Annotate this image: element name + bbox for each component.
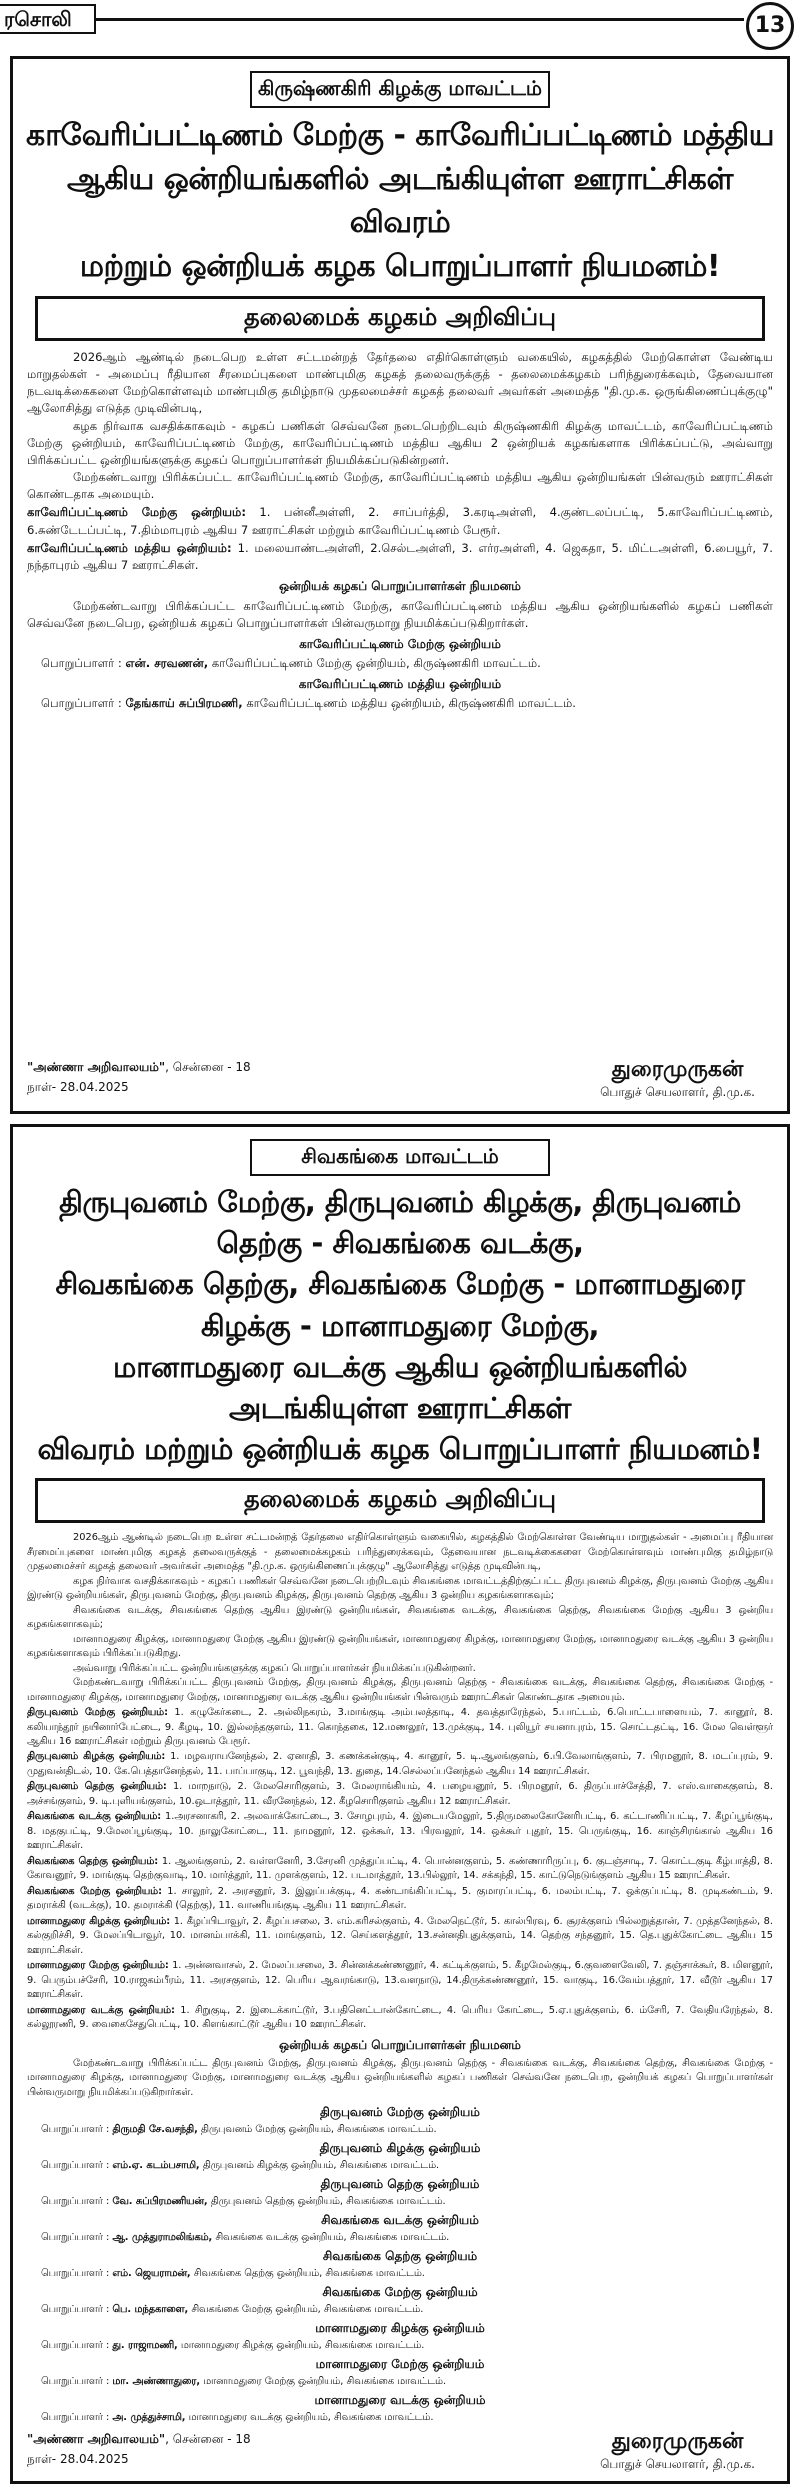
union-entry	[27, 2004, 773, 2033]
union-name: திருபுவனம் கிழக்கு ஒன்றியம்:	[27, 1751, 166, 1763]
union-villages: 1. கழுகேர்கடை, 2. அல்லிநகரம், 3.மாங்குடி அம்பலத்தாடி, 4. தவத்தாரேந்தல், 5.பாட்டம், 6.பொட்டபாளையம், 7. கானூர், 8. கலியாந்தூர் நயினார்பேட்டை, 9. கீழடி, 10. இல்லந்தகுளம், 11. கொந்தகை, 12.மணலூர், 13.முக்குடி, 14. புலியூர் சயனாபுரம், 15. சொட்டதட்டி, 16. மேல வெள்ளூர் ஆகிய 16 ஊராட்சிகள் மற்றும் திருபுவனம் பேரூர்.	[27, 1707, 773, 1747]
signatory-name: துரைமுருகன்	[611, 1057, 744, 1082]
masthead-rule	[96, 18, 744, 21]
union-entry	[27, 1780, 773, 1809]
union-heading: சிவகங்கை வடக்கு ஒன்றியம்	[321, 2213, 479, 2228]
responsible-entry: பொறுப்பாளர் : திருமதி சே.வசந்தி, திருபுவனம் மேற்கு ஒன்றியம், சிவகங்கை மாவட்டம்.	[41, 2124, 437, 2136]
union-heading: மானாமதுரை வடக்கு ஒன்றியம்	[314, 2393, 486, 2408]
headline-line: திருபுவனம் மேற்கு, திருபுவனம் கிழக்கு, திருபுவனம் தெற்கு - சிவகங்கை வடக்கு,	[59, 1185, 741, 1261]
union-name: திருபுவனம் மேற்கு ஒன்றியம்:	[27, 1707, 168, 1719]
responsible-entry: பொறுப்பாளர் : ஆ. முத்துராமலிங்கம், சிவகங்கை வடக்கு ஒன்றியம், சிவகங்கை மாவட்டம்.	[41, 2232, 450, 2244]
responsible-entry: பொறுப்பாளர் : அ. முத்துச்சாமி, மானாமதுரை வடக்கு ஒன்றியம், சிவகங்கை மாவட்டம்.	[41, 2412, 434, 2424]
union-entry	[27, 1885, 773, 1914]
announcement-box-sivagangai	[10, 1124, 790, 2484]
section-heading: ஒன்றியக் கழகப் பொறுப்பாளர்கள் நியமனம்	[279, 2037, 521, 2052]
date: நாள்- 28.04.2025	[27, 2452, 129, 2466]
union-name: காவேரிப்பட்டிணம் மேற்கு ஒன்றியம்:	[27, 505, 246, 520]
headline	[21, 114, 779, 288]
union-villages: 1. கீழப்பிடாவூர், 2. கீழப்பசலை, 3. எம்.கரிசல்குளம், 4. மேலநெட்டூர், 5. கால்பிரவு, 6. சூரக்குளம் பில்லறுத்தான், 7. முத்தனேந்தல், 8. கல்குறிச்சி, 9. மேலப்பிடாவூர், 10. மானம்பாக்கி, 11. மாங்குளம், 12. செய்களத்தூர், 13.சன்னதிபுதுக்குளம், 14. தெற்கு சந்தனூர், 15. தெ.புதுக்கோட்டை ஆகிய 15 ஊராட்சிகள்.	[27, 1915, 773, 1956]
place-date	[27, 1057, 251, 1097]
responsible-name: வே. சுப்பிரமணியன்,	[112, 2196, 208, 2208]
body-paragraph: கழக நிர்வாக வசதிக்காகவும் - கழகப் பணிகள் செவ்வனே நடைபெற்றிடவும் சிவகங்கை மாவட்டத்திற்குட்பட்ட திருபுவனம் கிழக்கு, திருபுவனம் மேற்கு ஆகிய இரண்டு ஒன்றியங்கள், திருபுவனம் மேற்கு, திருபுவனம் கிழக்கு, திருபுவனம் தெற்கு ஆகிய 3 ஒன்றிய கழகங்களாகவும்;	[27, 1575, 773, 1602]
union-entry	[27, 540, 773, 574]
signatory	[600, 2429, 755, 2473]
body-paragraph: அவ்வாறு பிரிக்கப்பட்ட ஒன்றியங்களுக்கு கழகப் பொறுப்பாளர்கள் நியமிக்கப்படுகின்றனர்.	[73, 1662, 476, 1674]
body-paragraph: மேற்கண்டவாறு பிரிக்கப்பட்ட திருபுவனம் மேற்கு, திருபுவனம் கிழக்கு, திருபுவனம் தெற்கு - சிவகங்கை வடக்கு, சிவகங்கை தெற்கு, சிவகங்கை மேற்கு - மானாமதுரை கிழக்கு, மானாமதுரை மேற்கு, மானாமதுரை வடக்கு ஆகிய ஒன்றியங்களில் கழகப் பணிகள் செவ்வனே நடைபெற, ஒன்றியக் கழகப் பொறுப்பாளர்கள் பின்வருமாறு நியமிக்கப்படுகிறார்கள்.	[27, 2057, 773, 2098]
responsible-name: தேங்காய் சுப்பிரமணி,	[125, 696, 243, 711]
responsible-entry: பொறுப்பாளர் : வே. சுப்பிரமணியன், திருபுவனம் தெற்கு ஒன்றியம், சிவகங்கை மாவட்டம்.	[41, 2196, 446, 2208]
union-name: மானாமதுரை வடக்கு ஒன்றியம்:	[27, 2004, 175, 2016]
body-paragraph: மேற்கண்டவாறு பிரிக்கப்பட்ட காவேரிப்பட்டிணம் மேற்கு, காவேரிப்பட்டிணம் மத்திய ஆகிய ஒன்றியங்களில் கழகப் பணிகள் செவ்வனே நடைபெற, ஒன்றியக் கழகப் பொறுப்பாளர்கள் பின்வருமாறு நியமிக்கப்படுகிறார்கள்.	[27, 599, 773, 631]
union-villages: 1. அன்னவாசல், 2. மேலப்பசலை, 3. சின்னக்கண்ணனூர், 4. கட்டிக்குளம், 5. கீழமேல்குடி, 6.குவளைவேலி, 7. தஞ்சாக்கூர், 8. மிளனூர், 9. பெரும்பச்சேரி, 10.ராஜகம்பீரம், 11. அரசகுளம், 12. பெரிய ஆவரங்காடு, 13.வளநாடு, 14.திருக்கண்ணனூர், 15. வாகுடி, 16.வேம்பத்தூர், 17. வீடூர் ஆகிய 17 ஊராட்சிகள்.	[27, 1960, 773, 2001]
place-name: "அண்ணா அறிவாலயம்"	[27, 1060, 166, 1074]
intro-paragraph: 2026ஆம் ஆண்டில் நடைபெற உள்ள சட்டமன்றத் தேர்தலை எதிர்கொள்ளும் வகையில், கழகத்தில் மேற்கொள்ள வேண்டிய மாறுதல்கள் - அமைப்பு ரீதியான சீரமைப்புகளை மாண்புமிகு கழகத் தலைவருக்குத் - தலைமைக்கழகம் பரிந்துரைக்கவும், தேவையான நடவடிக்கைகளை மேற்கொள்ளவும் மாண்புமிகு தமிழ்நாடு முதலமைச்சர் கழகத் தலைவர் அவர்கள் அமைத்த "தி.மு.க. ஒருங்கிணைப்புக்குழு" ஆலோசித்து எடுத்த முடிவின்படி,	[27, 1532, 773, 1573]
responsible-name: எம். ஜெயராமன்,	[112, 2268, 191, 2280]
responsible-entry: பொறுப்பாளர் : எம். ஜெயராமன், சிவகங்கை தெற்கு ஒன்றியம், சிவகங்கை மாவட்டம்.	[41, 2268, 425, 2280]
union-entry	[27, 1810, 773, 1853]
responsible-name: அ. முத்துச்சாமி,	[112, 2412, 186, 2424]
headline-line: காவேரிப்பட்டிணம் மேற்கு - காவேரிப்பட்டிணம் மத்திய	[26, 118, 774, 153]
union-villages: 1. மலையாண்டஅள்ளி, 2.செல்டஅள்ளி, 3. எர்ரஅள்ளி, 4. ஜெகதா, 5. மிட்டஅள்ளி, 6.பையூர், 7. நந்தாபுரம் ஆகிய 7 ஊராட்சிகள்.	[27, 540, 773, 572]
responsible-entry: பொறுப்பாளர் : என். சரவணன், காவேரிப்பட்டிணம் மேற்கு ஒன்றியம், கிருஷ்ணகிரி மாவட்டம்.	[41, 656, 541, 671]
union-entry	[27, 504, 773, 538]
union-villages: 1. மாறநாடு, 2. மேலசொரிகுளம், 3. மேலராங்கியம், 4. பழையனூர், 5. பிரமனூர், 6. திருப்பாச்சேத்தி, 7. எஸ்.வாகைகுளம், 8. அச்சங்குளம், 9. டி.புளியங்குளம், 10.ஒடாத்தூர், 11. வீரனேந்தல், 12. கீழசொரிகுளம் ஆகிய 12 ஊராட்சிகள்.	[27, 1781, 773, 1807]
union-name: மானாமதுரை கிழக்கு ஒன்றியம்:	[27, 1915, 171, 1927]
signatory-name: துரைமுருகன்	[611, 2429, 744, 2454]
body-paragraph: சிவகங்கை வடக்கு, சிவகங்கை தெற்கு ஆகிய இரண்டு ஒன்றியங்கள், சிவகங்கை வடக்கு, சிவகங்கை தெற்கு, சிவகங்கை மேற்கு ஆகிய 3 ஒன்றிய கழகங்களாகவும்;	[27, 1604, 773, 1631]
union-villages: 1.அரசனாகரி, 2. அலவாக்கோட்டை, 3. சோழபுரம், 4. இடையமேலூர், 5.திருமலைகோனேரிபட்டி, 6. கட்டாணிப்பட்டி, 7. கீழப்பூங்குடி, 8. மதகுபட்டி, 9.மேலப்பூங்குடி, 10. நாலுகோட்டை, 11. நாமனூர், 12. ஒக்கூர், 13. பிரவலூர், 14. ஒக்கூர் புதூர், 15. பெருங்குடி, 16. காஞ்சிரங்கால் ஆகிய 16 ஊராட்சிகள்.	[27, 1811, 774, 1852]
union-entry	[27, 1959, 773, 2002]
signatory-title: பொதுச் செயலாளர், தி.மு.க.	[600, 1085, 755, 1099]
union-entry	[27, 1915, 773, 1958]
responsible-name: திருமதி சே.வசந்தி,	[112, 2124, 198, 2136]
page-number: 13	[746, 2, 794, 50]
body-paragraph: மானாமதுரை கிழக்கு, மானாமதுரை மேற்கு ஆகிய இரண்டு ஒன்றியங்கள், மானாமதுரை கிழக்கு, மானாமதுரை மேற்கு, மானாமதுரை வடக்கு ஆகிய 3 ஒன்றிய கழகங்களாகவும் பிரிக்கப்படுகிறது.	[27, 1633, 773, 1660]
headline-line: சிவகங்கை தெற்கு, சிவகங்கை மேற்கு - மானாமதுரை கிழக்கு - மானாமதுரை மேற்கு,	[55, 1267, 745, 1343]
announcement-box-krishnagiri	[10, 56, 790, 1114]
union-name: சிவகங்கை தெற்கு ஒன்றியம்:	[27, 1855, 159, 1867]
responsible-name: எம்.ஏ. கடம்பசாமி,	[112, 2160, 200, 2172]
headline-line: ஆகிய ஒன்றியங்களில் அடங்கியுள்ள ஊராட்சிகள் விவரம்	[67, 161, 733, 240]
masthead	[0, 0, 800, 52]
union-heading: திருபுவனம் தெற்கு ஒன்றியம்	[320, 2177, 480, 2192]
newspaper-name: ரசொலி	[0, 4, 96, 34]
place-name: "அண்ணா அறிவாலயம்"	[27, 2432, 166, 2446]
union-name: காவேரிப்பட்டிணம் மத்திய ஒன்றியம்:	[27, 540, 232, 555]
union-entry	[27, 1706, 773, 1749]
union-villages: 1. பன்னீஅள்ளி, 2. சாப்பர்த்தி, 3.கரடிஅள்ளி, 4.குண்டலப்பட்டி, 5.காவேரிப்பட்டிணம், 6.சுண்டேடப்பட்டி, 7.திம்மாபுரம் ஆகிய 7 ஊராட்சிகள் மற்றும் காவேரிப்பட்டிணம் பேரூர்.	[27, 505, 773, 537]
body-paragraph: மேற்கண்டவாறு பிரிக்கப்பட்ட காவேரிப்பட்டிணம் மேற்கு, காவேரிப்பட்டிணம் மத்திய ஆகிய ஒன்றியங்கள் பின்வரும் ஊராட்சிகள் கொண்டதாக அமையும்.	[27, 470, 773, 502]
responsible-name: ஆ. முத்துராமலிங்கம்,	[112, 2232, 213, 2244]
union-heading: மானாமதுரை மேற்கு ஒன்றியம்	[315, 2357, 485, 2372]
union-heading: காவேரிப்பட்டிணம் மத்திய ஒன்றியம்	[298, 677, 502, 692]
union-villages: 1. மழவராயனேந்தல், 2. ஏனாதி, 3. கணக்கன்குடி, 4. கானூர், 5. டி.ஆலங்குளம், 6.பி.வேலாங்குளம், 7. பிரமனூர், 8. மடப்புரம், 9. முதுவன்திடல், 10. கே.பெத்தானேந்தல், 11. பாப்பாகுடி, 12. பூவந்தி, 13. துதை, 14.செல்லப்பனேந்தல் ஆகிய 14 ஊராட்சிகள்.	[27, 1751, 773, 1777]
district-title: சிவகங்கை மாவட்டம்	[250, 1139, 550, 1176]
union-heading: சிவகங்கை மேற்கு ஒன்றியம்	[322, 2285, 478, 2300]
union-heading: மானாமதுரை கிழக்கு ஒன்றியம்	[315, 2321, 485, 2336]
union-entry	[27, 1750, 773, 1779]
city: , சென்னை - 18	[165, 2432, 251, 2446]
union-name: சிவகங்கை மேற்கு ஒன்றியம்:	[27, 1885, 162, 1897]
union-villages: 1. சிறுகுடி, 2. இடைக்காட்டூர், 3.பதினெட்டான்கோட்டை, 4. பெரிய கோட்டை, 5.ஏ.புதுக்குளம், 6. ம்சேரி, 7. வேதியரேந்தல், 8. கல்லூரணி, 9. வைகைசேதுபெட்டி, 10. கிளங்காட்டூர் ஆகிய 10 ஊராட்சிகள்.	[27, 2004, 773, 2031]
intro-paragraph: 2026ஆம் ஆண்டில் நடைபெற உள்ள சட்டமன்றத் தேர்தலை எதிர்கொள்ளும் வகையில், கழகத்தில் மேற்கொள்ள வேண்டிய மாறுதல்கள் - அமைப்பு ரீதியான சீரமைப்புகளை மாண்புமிகு கழகத் தலைவருக்குத் - தலைமைக்கழகம் பரிந்துரைக்கவும், தேவையான நடவடிக்கைகளை மேற்கொள்ளவும் மாண்புமிகு தமிழ்நாடு முதலமைச்சர் கழகத் தலைவர் அவர்கள் அமைத்த "தி.மு.க. ஒருங்கிணைப்புக்குழு" ஆலோசித்து எடுத்த முடிவின்படி,	[27, 350, 773, 416]
date: நாள்- 28.04.2025	[27, 1080, 129, 1094]
district-title: கிருஷ்ணகிரி கிழக்கு மாவட்டம்	[250, 71, 550, 108]
responsible-entry: பொறுப்பாளர் : து. ராஜாமணி, மானாமதுரை கிழக்கு ஒன்றியம், சிவகங்கை மாவட்டம்.	[41, 2340, 425, 2352]
headline	[21, 1182, 779, 1470]
union-name: திருபுவனம் தெற்கு ஒன்றியம்:	[27, 1781, 167, 1793]
union-villages: 1. ஆலங்குளம், 2. வள்ளனேரி, 3.சேரனி முத்துப்பட்டி, 4. பொன்னகுளம், 5. கண்ணாரிருப்பு, 6. குடஞ்சாடி, 7. கொட்டகுடி கீழ்பாத்தி, 8. கோவனூர், 9. மாங்குடி தெற்குவாடி, 10. மார்த்தூர், 11. முளக்குளம், 12. படமாத்தூர், 13.பில்லூர், 14. சக்கந்தி, 15. காட்டுநெடுங்குளம் ஆகிய 15 ஊராட்சிகள்.	[27, 1855, 773, 1882]
body-paragraph: மேற்கண்டவாறு பிரிக்கப்பட்ட திருபுவனம் மேற்கு, திருபுவனம் கிழக்கு, திருபுவனம் தெற்கு - சிவகங்கை வடக்கு, சிவகங்கை தெற்கு, சிவகங்கை மேற்கு - மானாமதுரை கிழக்கு, மானாமதுரை மேற்கு, மானாமதுரை வடக்கு ஆகிய ஒன்றியங்கள் பின்வரும் ஊராட்சிகள் கொண்டதாக அமையும்.	[27, 1677, 773, 1703]
section-heading: ஒன்றியக் கழகப் பொறுப்பாளர்கள் நியமனம்	[279, 579, 521, 594]
responsible-name: து. ராஜாமணி,	[112, 2340, 178, 2352]
announcement-banner: தலைமைக் கழகம் அறிவிப்பு	[35, 1478, 765, 1523]
signatory-title: பொதுச் செயலாளர், தி.மு.க.	[600, 2457, 755, 2471]
union-heading: சிவகங்கை தெற்கு ஒன்றியம்	[322, 2249, 478, 2264]
responsible-list	[21, 2105, 779, 2424]
responsible-entry: பொறுப்பாளர் : தேங்காய் சுப்பிரமணி, காவேரிப்பட்டிணம் மத்திய ஒன்றியம், கிருஷ்ணகிரி மாவட்டம்.	[41, 696, 576, 711]
headline-line: மற்றும் ஒன்றியக் கழக பொறுப்பாளர் நியமனம்!	[79, 248, 721, 284]
signature-block	[21, 1057, 779, 1105]
union-entry	[27, 1855, 773, 1884]
signatory	[600, 1057, 755, 1101]
responsible-entry: பொறுப்பாளர் : பெ. மந்தகாளை, சிவகங்கை மேற்கு ஒன்றியம், சிவகங்கை மாவட்டம்.	[41, 2304, 424, 2316]
announcement-banner: தலைமைக் கழகம் அறிவிப்பு	[35, 296, 765, 341]
signature-block	[21, 2429, 779, 2477]
responsible-name: என். சரவணன்,	[125, 656, 209, 671]
union-heading: திருபுவனம் கிழக்கு ஒன்றியம்	[319, 2141, 481, 2156]
headline-line: மானாமதுரை வடக்கு ஆகிய ஒன்றியங்களில் அடங்கியுள்ள ஊராட்சிகள்	[112, 1349, 688, 1425]
responsible-name: பெ. மந்தகாளை,	[112, 2304, 189, 2316]
union-name: மானாமதுரை மேற்கு ஒன்றியம்:	[27, 1960, 169, 1972]
union-heading: திருபுவனம் மேற்கு ஒன்றியம்	[320, 2105, 480, 2120]
place-date	[27, 2429, 251, 2469]
responsible-entry: பொறுப்பாளர் : எம்.ஏ. கடம்பசாமி, திருபுவனம் கிழக்கு ஒன்றியம், சிவகங்கை மாவட்டம்.	[41, 2160, 440, 2172]
union-name: சிவகங்கை வடக்கு ஒன்றியம்:	[27, 1811, 162, 1823]
headline-line: விவரம் மற்றும் ஒன்றியக் கழக பொறுப்பாளர் நியமனம்!	[37, 1432, 763, 1467]
union-heading: காவேரிப்பட்டிணம் மேற்கு ஒன்றியம்	[299, 637, 501, 652]
body-paragraph: கழக நிர்வாக வசதிக்காகவும் - கழகப் பணிகள் செவ்வனே நடைபெற்றிடவும் கிருஷ்ணகிரி கிழக்கு மாவட்டம், காவேரிப்பட்டிணம் மேற்கு ஒன்றியம், காவேரிப்பட்டிணம் மேற்கு, காவேரிப்பட்டிணம் மத்திய ஆகிய 2 ஒன்றியக் கழகங்களாக பிரிக்கப்பட்டு, அவ்வாறு பிரிக்கப்பட்ட ஒன்றியங்களுக்கு கழகப் பொறுப்பாளர்கள் நியமிக்கப்படுகின்றனர்.	[27, 418, 773, 467]
union-villages: 1. சாலூர், 2. அரசனூர், 3. இலுப்பக்குடி, 4. கண்டாங்கிப்பட்டி, 5. குமாரப்பட்டி, 6. மலம்பட்டி, 7. ஒக்குப்பட்டி, 8. முடிகண்டம், 9. தமராக்கி (வடக்கு), 10. தமராக்கி (தெற்கு), 11. வாணியங்குடி ஆகிய 11 ஊராட்சிகள்.	[27, 1885, 773, 1912]
responsible-entry: பொறுப்பாளர் : மா. அண்ணாதுரை, மானாமதுரை மேற்கு ஒன்றியம், சிவகங்கை மாவட்டம்.	[41, 2376, 447, 2388]
responsible-name: மா. அண்ணாதுரை,	[112, 2376, 201, 2388]
city: , சென்னை - 18	[165, 1060, 251, 1074]
